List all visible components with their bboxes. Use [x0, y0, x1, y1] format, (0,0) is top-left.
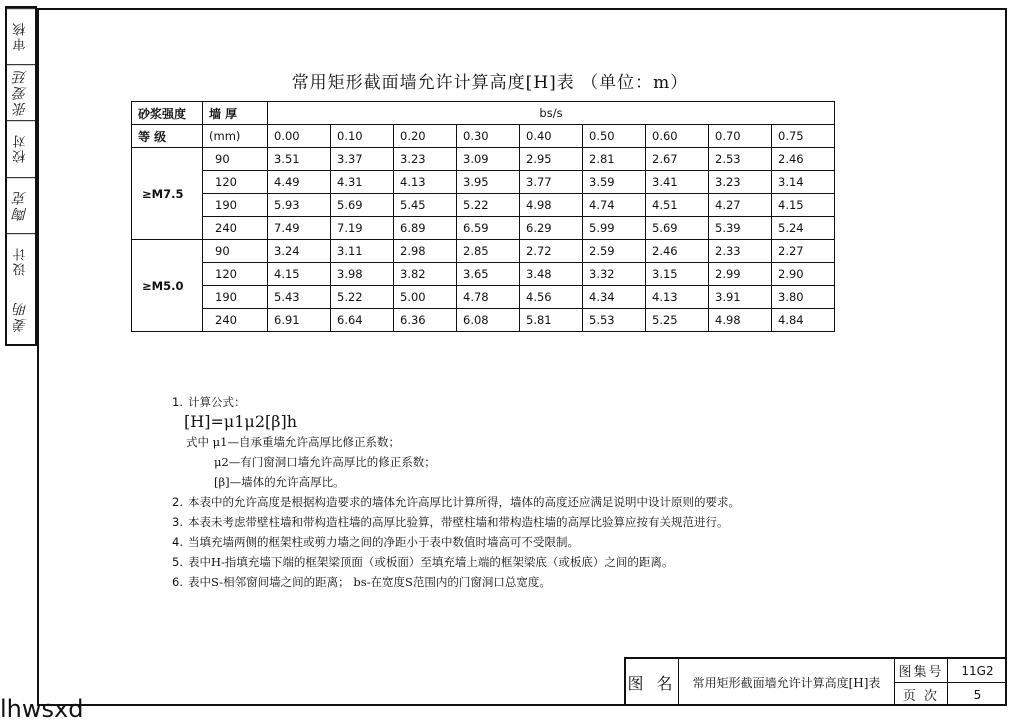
ratio-header-cell: 0.00 [268, 125, 331, 148]
table-row [132, 263, 835, 286]
note-1-text: 计算公式： [188, 395, 246, 409]
value-cell: 2.27 [772, 240, 835, 263]
ratio-header-cell: 0.75 [772, 125, 835, 148]
value-cell: 3.14 [772, 171, 835, 194]
thickness-cell: 190 [203, 286, 268, 309]
value-cell: 3.15 [646, 263, 709, 286]
value-cell: 2.33 [709, 240, 772, 263]
value-cell: 3.32 [583, 263, 646, 286]
value-cell: 3.77 [520, 171, 583, 194]
watermark-text: lhwsxd [0, 695, 84, 723]
value-cell: 3.23 [394, 148, 457, 171]
value-cell: 5.43 [268, 286, 331, 309]
mu2-definition: μ2—有门窗洞口墙允许高厚比的修正系数； [214, 455, 436, 469]
value-cell: 7.19 [331, 217, 394, 240]
value-cell: 3.65 [457, 263, 520, 286]
value-cell: 4.15 [268, 263, 331, 286]
page-row [895, 683, 1007, 706]
value-cell: 3.82 [394, 263, 457, 286]
value-cell: 2.85 [457, 240, 520, 263]
thickness-cell: 120 [203, 171, 268, 194]
value-cell: 2.81 [583, 148, 646, 171]
value-cell: 3.09 [457, 148, 520, 171]
value-cell: 2.53 [709, 148, 772, 171]
value-cell: 3.23 [709, 171, 772, 194]
strip-cell-design-label: 设计 [7, 233, 35, 289]
thickness-cell: 90 [203, 148, 268, 171]
value-cell: 6.89 [394, 217, 457, 240]
value-cell: 4.56 [520, 286, 583, 309]
note-5 [172, 552, 872, 572]
value-cell: 4.31 [331, 171, 394, 194]
table-row [132, 240, 835, 263]
value-cell: 6.36 [394, 309, 457, 332]
value-cell: 4.98 [520, 194, 583, 217]
value-cell: 3.37 [331, 148, 394, 171]
value-cell: 2.72 [520, 240, 583, 263]
value-cell: 2.90 [772, 263, 835, 286]
value-cell: 7.49 [268, 217, 331, 240]
note-5-num: 5. [172, 555, 183, 569]
note-6 [172, 572, 872, 592]
value-cell: 4.13 [394, 171, 457, 194]
value-cell: 3.91 [709, 286, 772, 309]
grade-cell: ≥M5.0 [132, 240, 203, 332]
note-4-num: 4. [172, 535, 183, 549]
value-cell: 3.41 [646, 171, 709, 194]
thickness-cell: 190 [203, 194, 268, 217]
value-cell: 5.25 [646, 309, 709, 332]
atlas-row [895, 659, 1007, 683]
note-6-text: 表中S-相邻窗间墙之间的距离； bs-在宽度S范围内的门窗洞口总宽度。 [188, 575, 551, 589]
value-cell: 4.98 [709, 309, 772, 332]
table-row [132, 309, 835, 332]
header-grade-2: 等 级 [132, 125, 203, 148]
note-1 [172, 392, 872, 412]
note-1-num: 1. [172, 395, 183, 409]
value-cell: 4.49 [268, 171, 331, 194]
value-cell: 4.27 [709, 194, 772, 217]
title-block-name: 常用矩形截面墙允许计算高度[H]表 [679, 659, 895, 706]
value-cell: 2.98 [394, 240, 457, 263]
value-cell: 4.84 [772, 309, 835, 332]
thickness-cell: 120 [203, 263, 268, 286]
table-row [132, 171, 835, 194]
grade-cell: ≥M7.5 [132, 148, 203, 240]
beta-definition: [β]—墙体的允许高厚比。 [214, 475, 345, 489]
header-thickness-2: (mm) [203, 125, 268, 148]
ratio-header-cell: 0.50 [583, 125, 646, 148]
note-2 [172, 492, 872, 512]
ratio-header-cell: 0.20 [394, 125, 457, 148]
header-ratio: bs/s [268, 102, 835, 125]
value-cell: 2.99 [709, 263, 772, 286]
thickness-cell: 90 [203, 240, 268, 263]
atlas-value: 11G2 [961, 663, 994, 678]
table-row [132, 217, 835, 240]
value-cell: 4.34 [583, 286, 646, 309]
value-cell: 5.00 [394, 286, 457, 309]
atlas-label: 图集号 [895, 659, 948, 682]
value-cell: 2.95 [520, 148, 583, 171]
value-cell: 6.59 [457, 217, 520, 240]
value-cell: 5.24 [772, 217, 835, 240]
ratio-header-cell: 0.60 [646, 125, 709, 148]
strip-cell-review-label: 审核 [7, 8, 35, 64]
page-label: 页 次 [895, 683, 948, 706]
table-row [132, 286, 835, 309]
strip-cell-review-signature: 张爱廷 [7, 64, 35, 120]
strip-cell-check-label: 校对 [7, 120, 35, 176]
value-cell: 6.29 [520, 217, 583, 240]
value-cell: 3.59 [583, 171, 646, 194]
where-prefix: 式中 [186, 435, 209, 449]
value-cell: 6.64 [331, 309, 394, 332]
page-value: 5 [973, 687, 982, 702]
value-cell: 3.24 [268, 240, 331, 263]
note-4 [172, 532, 872, 552]
value-cell: 5.99 [583, 217, 646, 240]
formula: [H]=μ1μ2[β]h [184, 412, 298, 431]
strip-cell-design-signature: 姜明 [13, 300, 29, 333]
table-row [132, 148, 835, 171]
value-cell: 5.39 [709, 217, 772, 240]
notes-section [172, 392, 872, 592]
value-cell: 6.91 [268, 309, 331, 332]
note-3 [172, 512, 872, 532]
value-cell: 5.22 [457, 194, 520, 217]
value-cell: 5.45 [394, 194, 457, 217]
note-3-text: 本表未考虑带壁柱墙和带构造柱墙的高厚比验算，带壁柱墙和带构造柱墙的高厚比验算应按有关规范进行。 [188, 515, 729, 529]
value-cell: 4.78 [457, 286, 520, 309]
value-cell: 3.48 [520, 263, 583, 286]
title-block [624, 657, 1007, 706]
strip-cell-check-signature: 陶克 [7, 177, 35, 233]
value-cell: 5.22 [331, 286, 394, 309]
value-cell: 3.95 [457, 171, 520, 194]
value-cell: 5.53 [583, 309, 646, 332]
value-cell: 2.46 [772, 148, 835, 171]
note-6-num: 6. [172, 575, 183, 589]
value-cell: 4.15 [772, 194, 835, 217]
title-block-right [895, 659, 1007, 706]
value-cell: 2.67 [646, 148, 709, 171]
note-3-num: 3. [172, 515, 183, 529]
value-cell: 4.51 [646, 194, 709, 217]
thickness-cell: 240 [203, 309, 268, 332]
value-cell: 2.46 [646, 240, 709, 263]
value-cell: 5.69 [646, 217, 709, 240]
value-cell: 5.69 [331, 194, 394, 217]
height-table [131, 101, 835, 332]
signature-strip [5, 6, 37, 346]
value-cell: 4.13 [646, 286, 709, 309]
mu1-definition: μ1—自承重墙允许高厚比修正系数； [212, 435, 400, 449]
ratio-header-cell: 0.10 [331, 125, 394, 148]
value-cell: 4.74 [583, 194, 646, 217]
ratio-header-cell: 0.70 [709, 125, 772, 148]
header-grade-1: 砂浆强度 [132, 102, 203, 125]
title-block-label: 图 名 [626, 659, 679, 706]
ratio-header-cell: 0.40 [520, 125, 583, 148]
thickness-cell: 240 [203, 217, 268, 240]
value-cell: 6.08 [457, 309, 520, 332]
value-cell: 5.93 [268, 194, 331, 217]
formula-where-mu1 [172, 432, 872, 452]
table-row [132, 194, 835, 217]
note-2-num: 2. [172, 495, 183, 509]
value-cell: 3.51 [268, 148, 331, 171]
ratio-header-cell: 0.30 [457, 125, 520, 148]
note-2-text: 本表中的允许高度是根据构造要求的墙体允许高厚比计算所得，墙体的高度还应满足说明中设计原则的要求。 [188, 495, 740, 509]
header-thickness-1: 墙 厚 [203, 102, 268, 125]
page-title: 常用矩形截面墙允许计算高度[H]表 （单位：m） [291, 73, 689, 93]
table-body [132, 148, 835, 332]
note-4-text: 当填充墙两侧的框架柱或剪力墙之间的净距小于表中数值时墙高可不受限制。 [188, 535, 579, 549]
value-cell: 3.11 [331, 240, 394, 263]
value-cell: 3.98 [331, 263, 394, 286]
value-cell: 3.80 [772, 286, 835, 309]
note-5-text: 表中H-指填充墙下端的框架梁顶面（或板面）至填充墙上端的框架梁底（或板底）之间的距离。 [188, 555, 674, 569]
value-cell: 2.59 [583, 240, 646, 263]
value-cell: 5.81 [520, 309, 583, 332]
